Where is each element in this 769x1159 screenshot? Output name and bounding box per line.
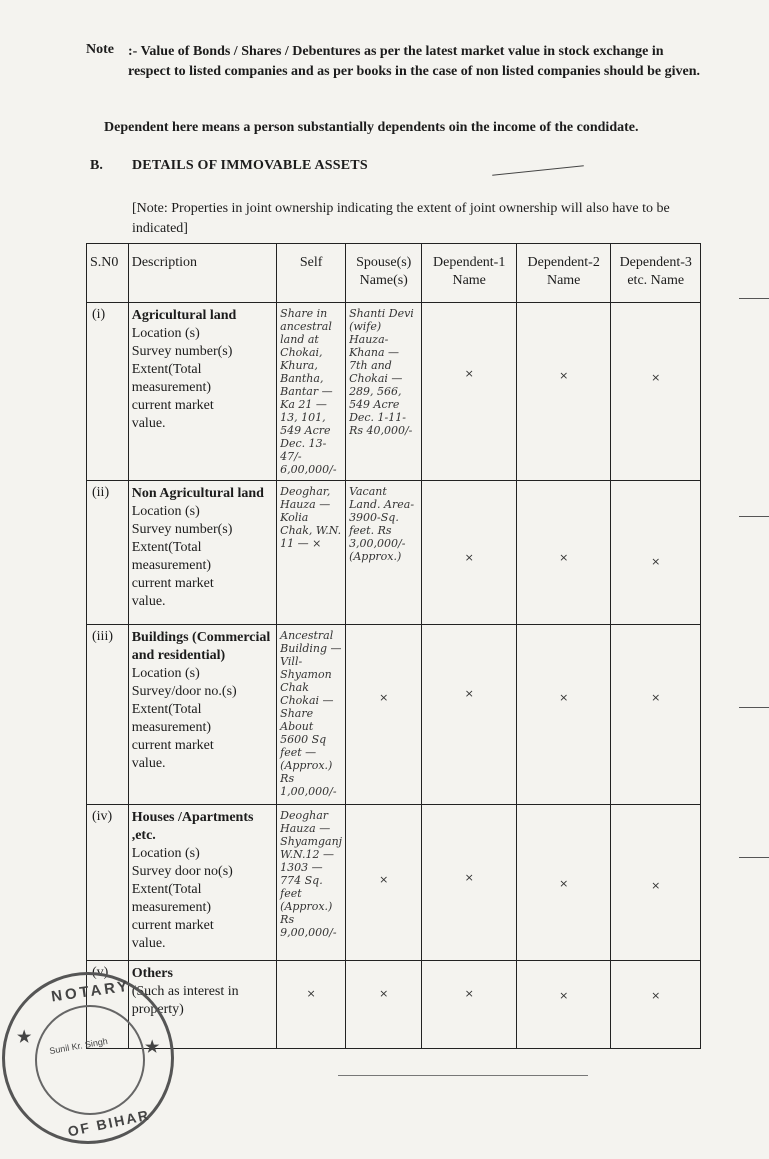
row-heading: Houses /Apartments ,etc. <box>131 810 254 843</box>
handwritten-entry: Vacant Land. Area-3900-Sq. feet. Rs 3,00,000/- (Approx.) <box>349 485 415 563</box>
desc-line: Extent(Total <box>131 362 202 377</box>
section-title: DETAILS OF IMMOVABLE ASSETS <box>132 158 368 173</box>
self-cell <box>277 303 346 481</box>
table-row <box>87 961 701 1049</box>
cross-mark: × <box>651 691 661 704</box>
self-cell <box>277 961 346 1049</box>
desc-line: Extent(Total <box>131 540 202 555</box>
desc-line: measurement) <box>131 720 212 735</box>
header-dependent-1: Dependent-1 Name <box>422 244 517 303</box>
table-row <box>87 303 701 481</box>
row-sno: (i) <box>87 303 129 481</box>
dependent-3-cell <box>611 303 701 481</box>
dependent-1-cell <box>422 805 517 961</box>
cross-mark: × <box>379 987 389 1000</box>
stamp-inner-ring <box>35 1005 145 1115</box>
desc-line: current market <box>131 918 214 933</box>
header-spouse: Spouse(s) Name(s) <box>346 244 422 303</box>
cross-mark: × <box>559 989 569 1002</box>
section-letter: B. <box>90 158 103 173</box>
row-sno: (ii) <box>87 481 129 625</box>
cross-mark: × <box>559 369 569 382</box>
spouse-cell <box>346 625 422 805</box>
desc-line: (Such as interest in <box>131 984 239 999</box>
cross-mark: × <box>379 873 389 886</box>
immovable-assets-table <box>86 243 701 1049</box>
cross-mark: × <box>464 367 474 380</box>
margin-mark <box>739 857 769 858</box>
footer-rule <box>338 1075 588 1076</box>
desc-line: value. <box>131 416 166 431</box>
desc-line: current market <box>131 576 214 591</box>
dependent-3-cell <box>611 481 701 625</box>
desc-line: Location (s) <box>131 504 200 519</box>
header-dependent-3: Dependent-3 etc. Name <box>611 244 701 303</box>
dependent-3-cell <box>611 625 701 805</box>
note-label: Note <box>86 42 114 57</box>
handwritten-entry: Shanti Devi (wife) Hauza-Khana — 7th and Chokai — 289, 566, 549 Acre Dec. 1-11- Rs 40,000/- <box>349 307 414 437</box>
desc-line: current market <box>131 398 214 413</box>
desc-line: Survey number(s) <box>131 522 233 537</box>
header-sno: S.N0 <box>87 244 129 303</box>
cross-mark: × <box>651 371 661 384</box>
note-text: :- Value of Bonds / Shares / Debentures as per the latest market value in stock exchange in respect to listed companies and as per books in the case of non listed companies should be given. <box>128 44 700 79</box>
desc-line: measurement) <box>131 558 212 573</box>
row-heading: Agricultural land <box>131 308 237 323</box>
dependent-1-cell <box>422 961 517 1049</box>
desc-line: Extent(Total <box>131 702 202 717</box>
cross-mark: × <box>651 555 661 568</box>
row-heading: Non Agricultural land <box>131 486 264 501</box>
cross-mark: × <box>651 879 661 892</box>
dependent-2-cell <box>516 625 611 805</box>
notary-stamp <box>2 972 174 1144</box>
header-dependent-2: Dependent-2 Name <box>516 244 611 303</box>
desc-line: measurement) <box>131 380 212 395</box>
cross-mark: × <box>651 989 661 1002</box>
cross-mark: × <box>559 691 569 704</box>
handwritten-entry: Deoghar Hauza — Shyamganj W.N.12 — 1303 — 774 Sq. feet (Approx.) Rs 9,00,000/- <box>280 809 343 939</box>
row-heading: Others <box>131 966 173 981</box>
stamp-center-text: Sunil Kr. Singh <box>48 1035 109 1057</box>
desc-line: Survey door no(s) <box>131 864 233 879</box>
cross-mark: × <box>379 691 389 704</box>
stamp-top-text: NOTARY <box>50 977 132 1006</box>
desc-line: Location (s) <box>131 666 200 681</box>
dependent-1-cell <box>422 625 517 805</box>
self-cell <box>277 805 346 961</box>
handwritten-entry: Deoghar, Hauza — Kolia Chak, W.N. 11 — × <box>280 485 342 550</box>
table-row <box>87 805 701 961</box>
dependent-1-cell <box>422 481 517 625</box>
desc-line: value. <box>131 594 166 609</box>
desc-line: Location (s) <box>131 326 200 341</box>
dependent-2-cell <box>516 805 611 961</box>
self-cell <box>277 481 346 625</box>
cross-mark: × <box>464 987 474 1000</box>
dependent-3-cell <box>611 805 701 961</box>
stamp-bottom-text: OF BIHAR <box>66 1106 152 1140</box>
table-row <box>87 625 701 805</box>
table-row <box>87 481 701 625</box>
row-description <box>128 481 276 625</box>
dependent-3-cell <box>611 961 701 1049</box>
margin-mark <box>739 298 769 299</box>
desc-line: Survey/door no.(s) <box>131 684 237 699</box>
dependent-note: Dependent here means a person substantially dependents oin the income of the condidate. <box>104 120 639 135</box>
desc-line: Extent(Total <box>131 882 202 897</box>
spouse-cell <box>346 805 422 961</box>
margin-mark <box>739 707 769 708</box>
row-description <box>128 625 276 805</box>
dependent-2-cell <box>516 303 611 481</box>
cross-mark: × <box>559 877 569 890</box>
star-icon: ★ <box>17 1029 32 1046</box>
cross-mark: × <box>464 551 474 564</box>
cross-mark: × <box>559 551 569 564</box>
row-sno: (v) <box>87 961 129 1049</box>
table-header-row <box>87 244 701 303</box>
dependent-2-cell <box>516 481 611 625</box>
spouse-cell <box>346 481 422 625</box>
margin-mark <box>739 516 769 517</box>
desc-line: measurement) <box>131 900 212 915</box>
section-note: [Note: Properties in joint ownership indicating the extent of joint ownership will also have to be indicated] <box>132 201 670 236</box>
desc-line: current market <box>131 738 214 753</box>
desc-line: Location (s) <box>131 846 200 861</box>
cross-mark: × <box>306 987 316 1000</box>
row-heading: Buildings (Commercial and residential) <box>131 630 271 663</box>
pen-stroke <box>492 165 584 176</box>
desc-line: property) <box>131 1002 184 1017</box>
handwritten-entry: Ancestral Building — Vill- Shyamon Chak Chokai — Share About 5600 Sq feet — (Approx.) Rs 1,00,000/- <box>280 629 342 798</box>
row-sno: (iii) <box>87 625 129 805</box>
dependent-1-cell <box>422 303 517 481</box>
self-cell <box>277 625 346 805</box>
spouse-cell <box>346 303 422 481</box>
desc-line: Survey number(s) <box>131 344 233 359</box>
desc-line: value. <box>131 936 166 951</box>
row-description <box>128 805 276 961</box>
header-description: Description <box>128 244 276 303</box>
cross-mark: × <box>464 687 474 700</box>
row-sno: (iv) <box>87 805 129 961</box>
spouse-cell <box>346 961 422 1049</box>
row-description <box>128 303 276 481</box>
cross-mark: × <box>464 871 474 884</box>
handwritten-entry: Share in ancestral land at Chokai, Khura, Bantha, Bantar — Ka 21 — 13, 101, 549 Acre Dec. 13-47/- 6,00,000/- <box>280 307 337 476</box>
star-icon: ★ <box>145 1039 160 1056</box>
dependent-2-cell <box>516 961 611 1049</box>
header-self: Self <box>277 244 346 303</box>
desc-line: value. <box>131 756 166 771</box>
